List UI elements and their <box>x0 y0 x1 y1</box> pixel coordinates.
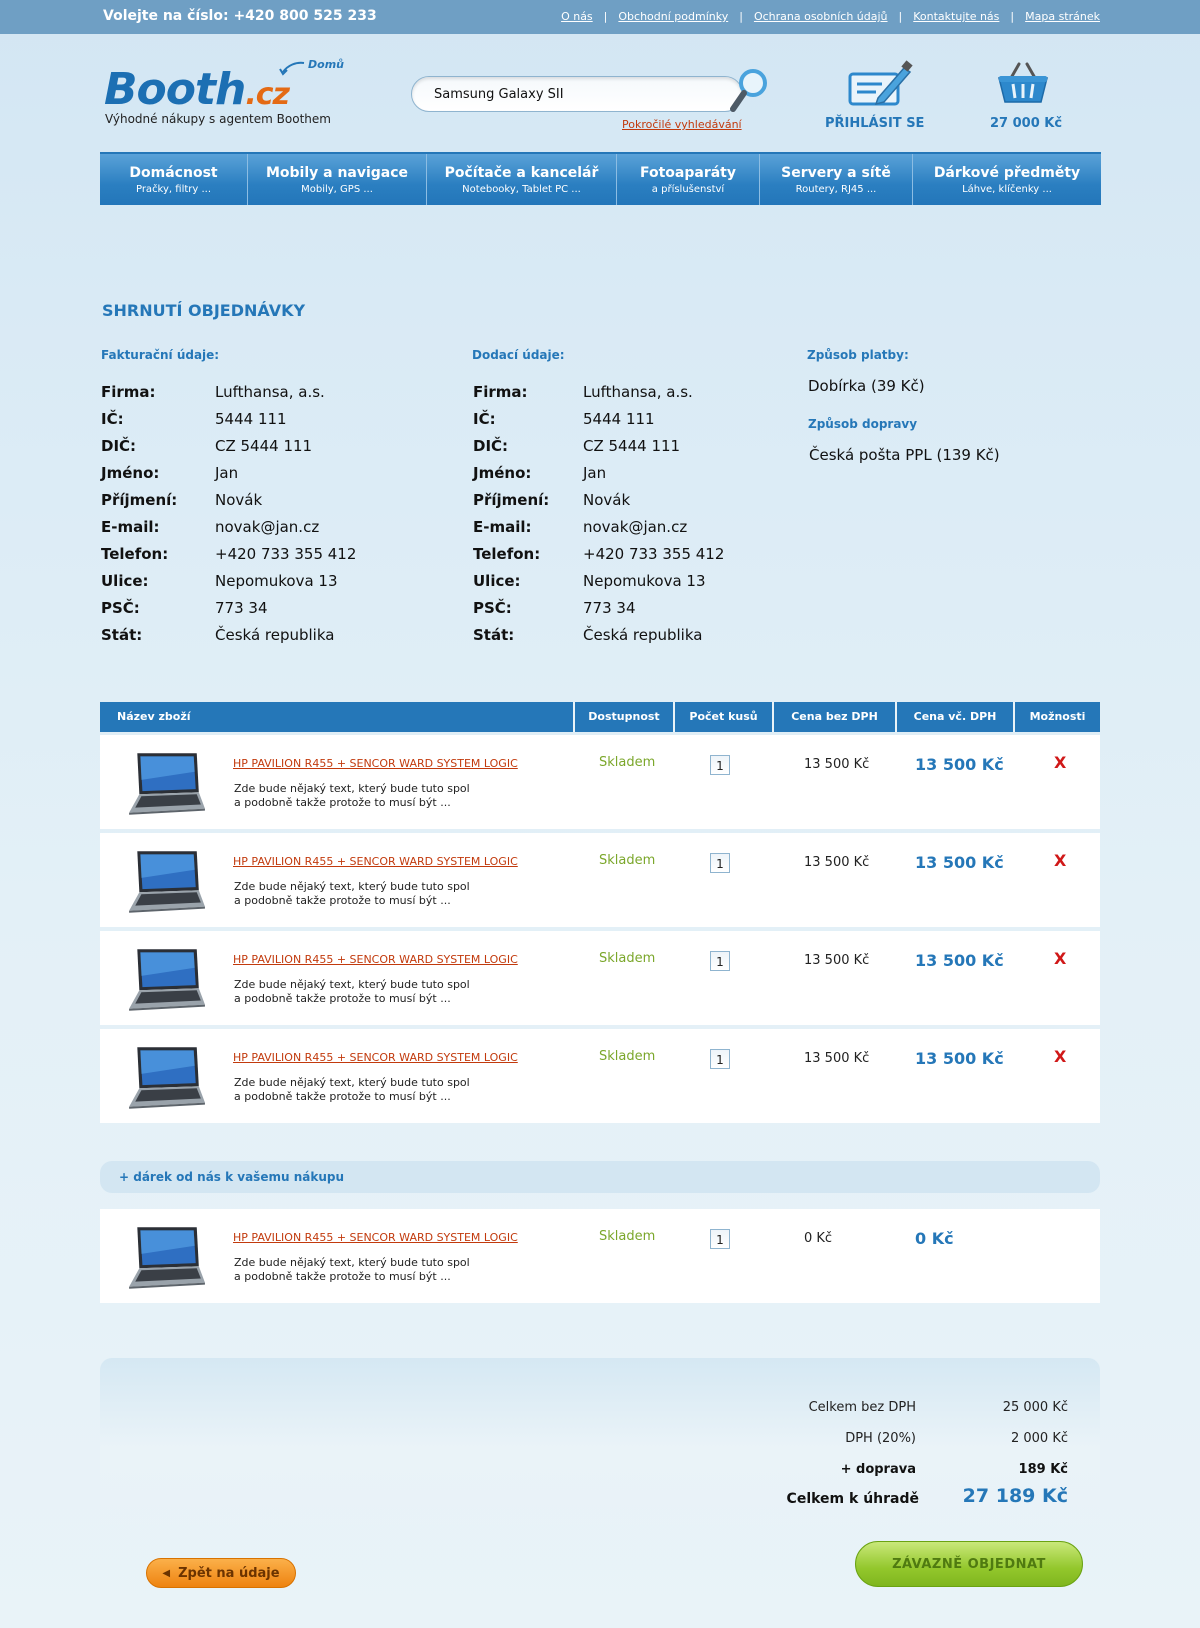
field-value: novak@jan.cz <box>215 518 320 536</box>
col-availability: Dostupnost <box>575 702 675 732</box>
field-value: CZ 5444 111 <box>583 437 681 455</box>
price-gross: 13 500 Kč <box>915 951 1004 970</box>
product-name-link[interactable]: HP PAVILION R455 + SENCOR WARD SYSTEM LOGIC <box>233 1231 518 1244</box>
col-name: Název zboží <box>100 702 575 732</box>
product-name-link[interactable]: HP PAVILION R455 + SENCOR WARD SYSTEM LOGIC <box>233 1051 518 1064</box>
price-gross: 13 500 Kč <box>915 755 1004 774</box>
field-label: Jméno: <box>101 464 160 482</box>
back-button-label: Zpět na údaje <box>178 1565 280 1581</box>
gift-bar <box>100 1161 1100 1193</box>
info-row <box>473 491 724 518</box>
price-net: 13 500 Kč <box>804 757 870 772</box>
description-line: a podobně takže protože to musí být ... <box>234 894 451 907</box>
vat-label: DPH (20%) <box>845 1431 916 1446</box>
product-description <box>234 782 494 810</box>
field-label: DIČ: <box>101 437 137 455</box>
description-line: a podobně takže protože to musí být ... <box>234 1270 451 1283</box>
info-row <box>473 626 724 653</box>
info-row <box>101 437 356 464</box>
table-row <box>100 931 1100 1025</box>
cart-total[interactable]: 27 000 Kč <box>990 116 1063 131</box>
info-row <box>101 464 356 491</box>
shipping-label: Způsob dopravy <box>808 417 918 431</box>
price-net: 13 500 Kč <box>804 953 870 968</box>
field-value: novak@jan.cz <box>583 518 688 536</box>
field-label: PSČ: <box>101 599 140 617</box>
info-row <box>101 410 356 437</box>
field-value: Novák <box>583 491 631 509</box>
product-name-link[interactable]: HP PAVILION R455 + SENCOR WARD SYSTEM LOGIC <box>233 757 518 770</box>
nav-subtitle: Pračky, filtry ... <box>135 183 212 195</box>
delivery-label: Dodací údaje: <box>472 348 565 362</box>
main-nav <box>100 152 1101 205</box>
gift-label: + dárek od nás k vašemu nákupu <box>119 1170 344 1184</box>
payment-value: Dobírka (39 Kč) <box>808 377 925 395</box>
field-label: Ulice: <box>101 572 149 590</box>
field-label: DIČ: <box>473 437 509 455</box>
remove-button[interactable]: X <box>1054 851 1067 870</box>
price-net: 13 500 Kč <box>804 1051 870 1066</box>
price-net: 0 Kč <box>804 1231 833 1246</box>
billing-label: Fakturační údaje: <box>101 348 220 362</box>
info-row <box>473 572 724 599</box>
quantity-input[interactable]: 1 <box>710 1229 730 1249</box>
field-label: Ulice: <box>473 572 521 590</box>
field-label: IČ: <box>101 410 124 428</box>
description-line: a podobně takže protože to musí být ... <box>234 992 451 1005</box>
field-label: Příjmení: <box>101 491 178 509</box>
info-row <box>101 572 356 599</box>
nav-subtitle: Láhve, klíčenky ... <box>962 183 1052 195</box>
payment-label: Způsob platby: <box>807 348 909 362</box>
field-value: 5444 111 <box>583 410 655 428</box>
remove-button[interactable]: X <box>1054 753 1067 772</box>
info-row <box>101 599 356 626</box>
advanced-search-link[interactable]: Pokročilé vyhledávání <box>622 118 742 131</box>
field-label: Firma: <box>473 383 528 401</box>
field-value: Lufthansa, a.s. <box>583 383 693 401</box>
product-description <box>234 1256 494 1284</box>
product-description <box>234 880 494 908</box>
shipping-value: Česká pošta PPL (139 Kč) <box>809 446 1000 464</box>
link-contact[interactable]: Kontaktujte nás <box>913 10 1000 23</box>
login-button[interactable]: PŘIHLÁSIT SE <box>825 116 925 131</box>
nav-title: Domácnost <box>129 164 218 181</box>
quantity-input[interactable]: 1 <box>710 1049 730 1069</box>
product-thumbnail[interactable] <box>125 1045 207 1111</box>
page-title: SHRNUTÍ OBJEDNÁVKY <box>102 301 306 320</box>
description-line: Zde bude nějaký text, který bude tuto spol <box>234 1256 470 1269</box>
info-row <box>101 383 356 410</box>
field-value: 5444 111 <box>215 410 287 428</box>
field-label: Stát: <box>101 626 143 644</box>
shipping-cost-value: 189 Kč <box>1018 1462 1068 1477</box>
product-name-link[interactable]: HP PAVILION R455 + SENCOR WARD SYSTEM LOGIC <box>233 953 518 966</box>
col-quantity: Počet kusů <box>675 702 774 732</box>
nav-subtitle: Notebooky, Tablet PC ... <box>462 183 581 195</box>
info-row <box>473 383 724 410</box>
delivery-info <box>473 383 724 653</box>
price-gross: 13 500 Kč <box>915 1049 1004 1068</box>
info-row <box>473 410 724 437</box>
price-gross: 0 Kč <box>915 1229 954 1248</box>
info-row <box>473 599 724 626</box>
top-bar <box>0 0 1200 34</box>
col-options: Možnosti <box>1029 710 1086 723</box>
nav-item-household[interactable] <box>100 154 248 205</box>
field-label: Příjmení: <box>473 491 550 509</box>
field-label: E-mail: <box>101 518 160 536</box>
billing-info <box>101 383 356 653</box>
field-value: CZ 5444 111 <box>215 437 313 455</box>
top-links: O nás | Obchodní podmínky | Ochrana osobních údajů | Kontaktujte nás | Mapa stránek <box>561 10 1100 23</box>
table-row <box>100 833 1100 927</box>
quantity-input[interactable]: 1 <box>710 755 730 775</box>
order-button-label: ZÁVAZNĚ OBJEDNAT <box>892 1556 1046 1572</box>
description-line: a podobně takže protože to musí být ... <box>234 796 451 809</box>
tagline: Výhodné nákupy s agentem Boothem <box>105 112 331 126</box>
phone-number: Volejte na číslo: +420 800 525 233 <box>103 8 377 24</box>
price-gross: 13 500 Kč <box>915 853 1004 872</box>
table-row <box>100 735 1100 829</box>
remove-button[interactable]: X <box>1054 1047 1067 1066</box>
field-value: Česká republika <box>583 626 703 644</box>
info-row <box>101 545 356 572</box>
price-net: 13 500 Kč <box>804 855 870 870</box>
field-value: Česká republika <box>215 626 335 644</box>
product-thumbnail[interactable] <box>125 751 207 817</box>
total-net-value: 25 000 Kč <box>1002 1400 1068 1415</box>
home-link[interactable]: Domů <box>308 58 344 71</box>
nav-subtitle: a příslušenství <box>651 183 725 195</box>
product-description <box>234 1076 494 1104</box>
logo[interactable] <box>104 64 289 115</box>
grand-total-label: Celkem k úhradě <box>786 1491 919 1507</box>
remove-button[interactable]: X <box>1054 949 1067 968</box>
field-label: E-mail: <box>473 518 532 536</box>
info-row <box>101 491 356 518</box>
nav-subtitle: Mobily, GPS ... <box>301 183 373 195</box>
link-privacy[interactable]: Ochrana osobních údajů <box>753 10 888 23</box>
nav-title: Mobily a navigace <box>265 164 409 181</box>
quantity-input[interactable]: 1 <box>710 853 730 873</box>
field-label: Firma: <box>101 383 156 401</box>
field-value: Novák <box>215 491 263 509</box>
quantity-input[interactable]: 1 <box>710 951 730 971</box>
field-value: 773 34 <box>583 599 636 617</box>
info-row <box>473 437 724 464</box>
availability-status: Skladem <box>599 755 656 770</box>
field-value: Jan <box>215 464 239 482</box>
gift-row <box>100 1209 1100 1303</box>
home-arrow-icon <box>278 60 306 76</box>
field-value: +420 733 355 412 <box>215 545 357 563</box>
nav-title: Servery a sítě <box>781 164 891 181</box>
field-label: Telefon: <box>101 545 169 563</box>
product-name-link[interactable]: HP PAVILION R455 + SENCOR WARD SYSTEM LOGIC <box>233 855 518 868</box>
info-row <box>473 464 724 491</box>
back-button[interactable] <box>146 1558 296 1588</box>
product-thumbnail[interactable] <box>125 849 207 915</box>
field-label: Jméno: <box>473 464 532 482</box>
field-value: +420 733 355 412 <box>583 545 725 563</box>
field-value: Jan <box>583 464 607 482</box>
nav-item-gifts[interactable] <box>913 154 1101 205</box>
vat-value: 2 000 Kč <box>1010 1431 1068 1446</box>
nav-item-cameras[interactable] <box>617 154 760 205</box>
product-description <box>234 978 494 1006</box>
arrow-left-icon: ◀ <box>162 1567 171 1579</box>
field-value: Nepomukova 13 <box>215 572 338 590</box>
logo-tld: .cz <box>245 77 289 112</box>
link-terms[interactable]: Obchodní podmínky <box>618 10 729 23</box>
col-price-net: Cena bez DPH <box>774 702 897 732</box>
nav-item-computers[interactable] <box>427 154 617 205</box>
info-row <box>473 518 724 545</box>
availability-status: Skladem <box>599 1049 656 1064</box>
cart-icon[interactable] <box>997 60 1049 104</box>
field-label: PSČ: <box>473 599 512 617</box>
totals-panel <box>100 1358 1100 1538</box>
order-button[interactable] <box>855 1541 1083 1587</box>
nav-title: Fotoaparáty <box>639 164 736 181</box>
field-value: Lufthansa, a.s. <box>215 383 325 401</box>
info-row <box>101 626 356 653</box>
nav-title: Dárkové předměty <box>933 164 1081 181</box>
availability-status: Skladem <box>599 951 656 966</box>
nav-item-servers[interactable] <box>760 154 913 205</box>
description-line: Zde bude nějaký text, který bude tuto spol <box>234 880 470 893</box>
info-row <box>473 545 724 572</box>
logo-main: Booth <box>104 64 246 115</box>
search-box[interactable] <box>411 76 743 112</box>
info-row <box>101 518 356 545</box>
total-net-label: Celkem bez DPH <box>808 1400 916 1415</box>
product-thumbnail[interactable] <box>125 947 207 1013</box>
description-line: a podobně takže protože to musí být ... <box>234 1090 451 1103</box>
field-label: Stát: <box>473 626 515 644</box>
nav-title: Počítače a kancelář <box>444 164 599 181</box>
table-header <box>100 702 1100 732</box>
availability-status: Skladem <box>599 1229 656 1244</box>
field-label: Telefon: <box>473 545 541 563</box>
description-line: Zde bude nějaký text, který bude tuto spol <box>234 1076 470 1089</box>
search-icon[interactable] <box>728 67 770 115</box>
product-thumbnail[interactable] <box>125 1225 207 1291</box>
field-value: Nepomukova 13 <box>583 572 706 590</box>
search-input[interactable] <box>432 86 716 103</box>
login-icon[interactable] <box>848 60 914 108</box>
availability-status: Skladem <box>599 853 656 868</box>
link-sitemap[interactable]: Mapa stránek <box>1025 10 1100 23</box>
table-row <box>100 1029 1100 1123</box>
field-label: IČ: <box>473 410 496 428</box>
description-line: Zde bude nějaký text, který bude tuto spol <box>234 978 470 991</box>
description-line: Zde bude nějaký text, který bude tuto spol <box>234 782 470 795</box>
link-about[interactable]: O nás <box>561 10 593 23</box>
nav-subtitle: Routery, RJ45 ... <box>795 183 877 195</box>
col-price-gross: Cena vč. DPH <box>897 702 1015 732</box>
shipping-cost-label: + doprava <box>840 1462 916 1477</box>
field-value: 773 34 <box>215 599 268 617</box>
grand-total-value: 27 189 Kč <box>962 1485 1068 1507</box>
nav-item-mobiles[interactable] <box>248 154 427 205</box>
